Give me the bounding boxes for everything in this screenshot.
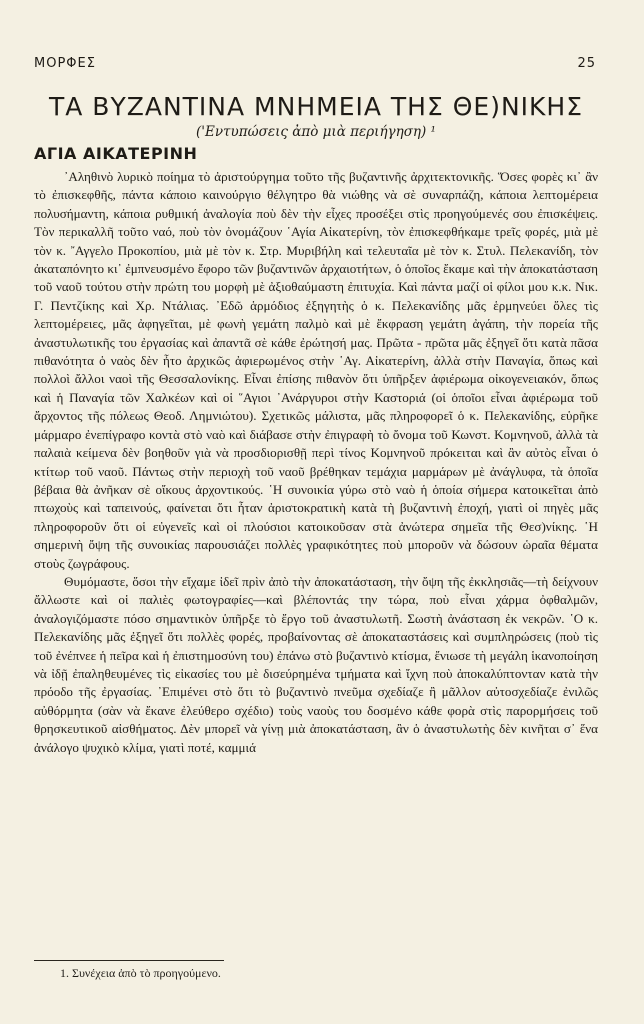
page-number: 25 — [577, 56, 596, 71]
journal-name: ΜΟΡΦΕΣ — [34, 56, 96, 71]
footnote-rule — [34, 960, 224, 961]
footnote: 1. Συνέχεια ἀπὸ τὸ προηγούμενο. — [60, 966, 221, 980]
article-subtitle: ('Εντυπώσεις ἀπὸ μιὰ περιήγηση) ¹ — [196, 124, 436, 140]
paragraph-2: Θυμόμαστε, ὅσοι τὴν εἴχαμε ἰδεῖ πρὶν ἀπὸ τὴν ἀποκατάσταση, τὴν ὄψη τῆς ἐκκλησιᾶς—τὴ δείχνουν ἄλλωστε καὶ οἱ παλιὲς φωτογραφίες—καὶ βλέποντάς την τώρα, ποὺ εἶναι χάρμα ὀφθαλμῶν, ἀναλογιζόμαστε πόσο σημαντικὸν ὑπῆρξε τὸ ἔργο τοῦ ἀναστυλωτῆ. Σωστὴ ἀνάσταση ἐκ νεκρῶν. ῾Ο κ. Πελεκανίδης μᾶς ἐξηγεῖ ὅτι πολλὲς φορές, προβαίνοντας σὲ ἀποκαταστάσεις καὶ συμπληρώσεις (ποὺ τὶς τοῦ ἐνέπνεε ἡ πεῖρα καὶ ἡ ἐπιστημοσύνη του) ἐπάνω στὸ βυζαντινὸ κτίσμα, ἔνιωσε τὴ μεγάλη ἱκανοποίηση νὰ ἰδῇ ἐπαληθευμένες τὶς εἰκασίες του μὲ δισεύρημένα τμήματα καὶ ἴχνη ποὺ ἀποκαλύπτονταν κατὰ τὴν πρόοδο τῆς ἐργασίας. ᾿Επιμένει στὸ ὅτι τὸ βυζαντινὸ πνεῦμα σχεδίαζε ἢ μᾶλλον αὐτοσχεδίαζε ἐνιλῶς αὐθόρμητα (σὰν νὰ ἔκανε ἐλεύθερο σχέδιο) τοὺς ναοὺς του δοσμένο κάθε φορὰ στὶς παρορμήσεις τοῦ θρησκευτικοῦ αἰσθήματος. Δὲν μπορεῖ νὰ γίνῃ μιὰ ἀποκατάσταση, ἂν ὁ ἀναστυλωτὴς δὲν κινῆται σ᾿ ἕνα ἀνάλογο ψυχικὸ κλίμα, γιατὶ ποτέ, καμμιά — [34, 573, 598, 755]
running-header — [34, 56, 596, 71]
article-body — [34, 168, 598, 757]
paragraph-1: ᾿Αληθινὸ λυρικὸ ποίημα τὸ ἀριστούργημα τοῦτο τῆς βυζαντινῆς ἀρχιτεκτονικῆς. Ὅσες φορὲς κι᾿ ἂν τὸ ἐπισκεφθῆς, πάντα κάποιο καινούργιο θέλγητρο θὰ νιώθης νὰ σὲ συναρπάζη, κάποια λεπτομέρεια πολυσήμαντη, κάποια ρυθμική ἀναλογία ποὺ δὲν τὴν εἶχες προσέξει στὶς προηγούμενές σου ἐπισκέψεις. Τὸν περικαλλῆ τοῦτο ναό, ποὺ τὸν ὀνομάζουν ῾Αγία Αἰκατερίνη, τὸν ἐπισκεφθήκαμε τρεῖς φορές, μιὰ μὲ τὸν κ. ῎Αγγελο Προκοπίου, μιὰ μὲ τὸν κ. Στρ. Μυριβήλη καὶ τελευταῖα μὲ τὸν κ. Στυλ. Πελεκανίδη, τὸν ἀκαταπόνητο κι᾿ ἐμπνευσμένο ἔφορο τῶν βυζαντινῶν ἀρχαιοτήτων, ὁ ὁποῖος ἔκαμε καὶ τὴν ἀποκατάσταση τοῦ ναοῦ τούτου στὴν πρώτη του μορφὴ μὲ ἀξιοθαύμαστη ἐπιτυχία. Καὶ πάντα μαζί οἱ φίλοι μου κ.κ. Νικ. Γ. Πεντζίκης καὶ Χρ. Ντάλιας. ᾿Εδῶ ἁρμόδιος ἐξηγητὴς ὁ κ. Πελεκανίδης μᾶς ἑρμηνεύει ὅλες τὶς λεπτομέρειες, μᾶς ἀφηγεῖται, μὲ φωνὴ γεμάτη παλμὸ καὶ μὲ ἔκφραση γεμάτη ἀγάπη, τὴν πορεία τῆς ἀναστυλωτικῆς του ἐργασίας καὶ ἀπαντᾶ σὲ κάθε ἐρώτησή μας. Πρῶτα - πρῶτα μᾶς ἐξηγεῖ ὅτι κατὰ πᾶσα πιθανότητα ὁ ναὸς δὲν ἦτο ἀρχικῶς ἀφιερωμένος στὴν ῾Αγ. Αἰκατερίνη, ἀλλὰ στὴν Παναγία, ὅπως καὶ πολλοὶ ἄλλοι ναοὶ τῆς Θεσσαλονίκης. Εἶναι ἐπίσης πιθανὸν ὅτι ὑπῆρξεν ἀφιέρωμα οἰκογενειακόν, ὅπως καὶ ἡ Παναγία τῶν Χαλκέων καὶ οἱ ῞Αγιοι ᾿Ανάργυροι στὴν Καστοριά (οἱ ὁποῖοι εἶναι ἀφιέρωμα τοῦ ἄρχοντος τῆς πόλεως Θεοδ. Λημνιώτου). Σχετικῶς μάλιστα, μᾶς πληροφορεῖ ὁ κ. Πελεκανίδης, εὑρῆκε μάρμαρο ἐνεπίγραφο κοντὰ στὸ ναὸ καὶ διάβασε στὴν ἐπιγραφὴ τὸ ὄνομα τοῦ Κωνστ. Κομνηνοῦ, ἀλλὰ τὰ παλαιὰ κείμενα δὲν βοηθοῦν γιὰ νὰ προσδιορισθῇ περὶ τίνος Κομνηνοῦ πρόκειται καὶ ἂν αὐτὸς εἶναι ὁ κτίτωρ τοῦ ναοῦ. Πάντως στὴν περιοχὴ τοῦ ναοῦ βρέθηκαν τεμάχια μαρμάρων μὲ ἀνάγλυφα, τὰ ὁποῖα βέβαια θὰ ἀνῆκαν σὲ οἴκους ἀρχοντικούς. ῾Η συνοικία γύρω στὸ ναὸ ἡ ὁποία σήμερα κατοικεῖται ἀπὸ πτωχοὺς καὶ ταπεινούς, φαίνεται ὅτι ἦταν ἀριστοκρατικὴ κατὰ τὴ βυζαντινὴ ἐποχή, γιατὶ οἱ πηγὲς μᾶς πληροφοροῦν ὅτι οἱ εὐγενεῖς καὶ οἱ πλούσιοι κατοικοῦσαν στὰ ἀνώτερα σημεῖα τῆς Θεσ)νίκης. ῾Η σημερινὴ ὄψη τῆς συνοικίας παρουσιάζει πολλὲς γραφικότητες ποὺ μποροῦν νὰ δώσουν ὡραῖα θέματα στοὺς ζωγράφους. — [34, 169, 598, 571]
section-heading: ΑΓΙΑ ΑΙΚΑΤΕΡΙΝΗ — [34, 144, 198, 163]
article-title: ΤΑ ΒΥΖΑΝΤΙΝΑ ΜΝΗΜΕΙΑ ΤΗΣ ΘΕ)ΝΙΚΗΣ — [48, 92, 584, 121]
